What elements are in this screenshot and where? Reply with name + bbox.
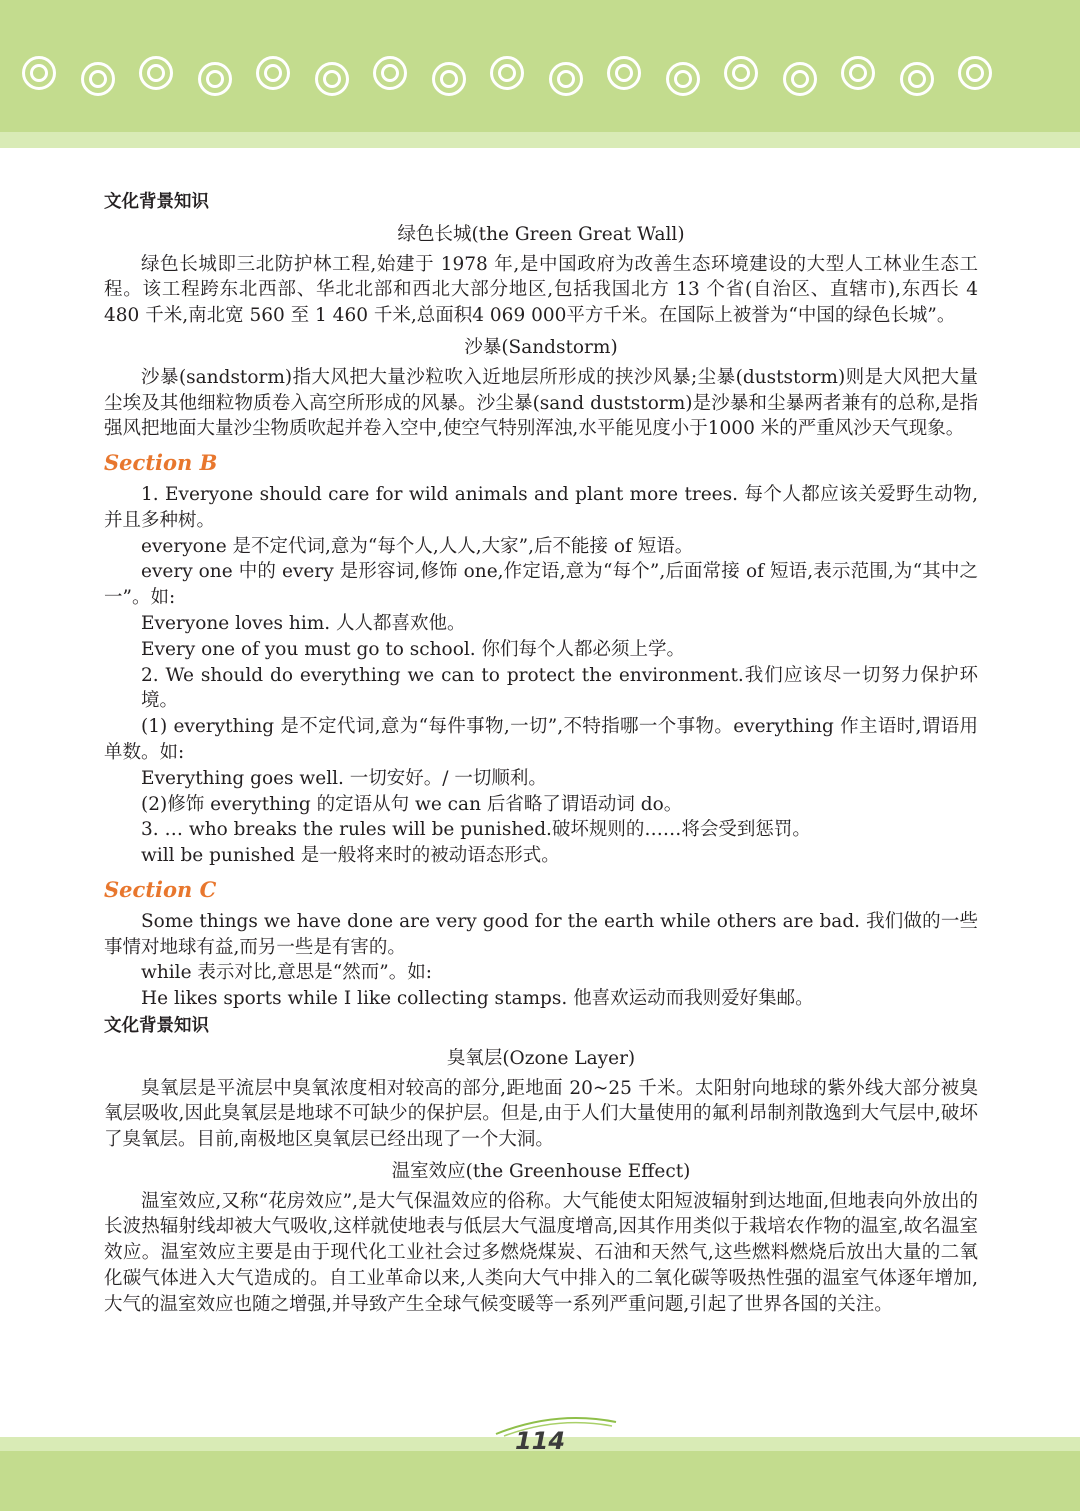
header-ring-icon <box>607 56 641 90</box>
section-b-point-2-sub-2: (2)修饰 everything 的定语从句 we can 后省略了谓语动词 do。 <box>141 793 683 815</box>
ozone-layer-title: 臭氧层(Ozone Layer) <box>446 1047 636 1069</box>
ozone-layer-body: 臭氧层是平流层中臭氧浓度相对较高的部分,距地面 20~25 千米。太阳射向地球的紫外线大部分被臭氧层吸收,因此臭氧层是地球不可缺少的保护层。但是,由于人们大量使用的氟利昂制剂散逸到大气层中,破坏了臭氧层。目前,南极地区臭氧层已经出现了一个大洞。 <box>104 1077 978 1151</box>
section-b-point-2-sub-1: (1) everything 是不定代词,意为“每件事物,一切”,不特指哪一个事物。everything 作主语时,谓语用单数。如: <box>104 716 978 763</box>
header-ring-icon <box>198 62 232 96</box>
page-number: 114 <box>514 1427 566 1455</box>
section-b-example-2: Every one of you must go to school. 你们每个人都必须上学。 <box>141 638 686 660</box>
header-ring-icon <box>666 62 700 96</box>
header-ring-icon <box>256 56 290 90</box>
header-ring-icon <box>958 56 992 90</box>
header-ring-icon <box>139 56 173 90</box>
section-c-note: while 表示对比,意思是“然而”。如: <box>141 962 432 984</box>
header-ring-icon <box>549 62 583 96</box>
header-ring-icon <box>81 62 115 96</box>
green-great-wall-title: 绿色长城(the Green Great Wall) <box>397 223 685 245</box>
header-ring-icon <box>432 62 466 96</box>
header-ring-icon <box>900 62 934 96</box>
header-ring-icon <box>841 56 875 90</box>
header-ring-icon <box>22 56 56 90</box>
header-ring-icon <box>724 56 758 90</box>
culture-heading-1: 文化背景知识 <box>104 192 209 212</box>
header-band <box>0 0 1080 148</box>
section-b-point-1: 1. Everyone should care for wild animals and plant more trees. 每个人都应该关爱野生动物,并且多种树。 <box>104 483 978 531</box>
section-c-title: Section C <box>104 876 217 902</box>
sandstorm-title: 沙暴(Sandstorm) <box>464 336 618 358</box>
green-great-wall-body: 绿色长城即三北防护林工程,始建于 1978 年,是中国政府为改善生态环境建设的大型人工林业生态工程。该工程跨东北西部、华北北部和西北大部分地区,包括我国北方 13 个省(自治区、直辖市),东西长 4 480 千米,南北宽 560 至 1 460 千米,总面积4 069 000平方千米。在国际上被誉为“中国的绿色长城”。 <box>104 253 978 327</box>
sandstorm-body: 沙暴(sandstorm)指大风把大量沙粒吹入近地层所形成的挟沙风暴;尘暴(duststorm)则是大风把大量尘埃及其他细粒物质卷入高空所形成的风暴。沙尘暴(sand duststorm)是沙暴和尘暴两者兼有的总称,是指强风把地面大量沙尘物质吹起并卷入空中,使空气特别浑浊,水平能见度小于1000 米的严重风沙天气现象。 <box>104 366 978 440</box>
culture-heading-2: 文化背景知识 <box>104 1015 209 1036</box>
header-stripe <box>0 132 1080 148</box>
section-c-example: He likes sports while I like collecting stamps. 他喜欢运动而我则爱好集邮。 <box>141 988 814 1010</box>
section-b-point-2: 2. We should do everything we can to protect the environment.我们应该尽一切努力保护环境。 <box>141 664 978 712</box>
header-ring-icon <box>373 56 407 90</box>
section-b-example-1: Everyone loves him. 人人都喜欢他。 <box>141 612 466 634</box>
greenhouse-effect-title: 温室效应(the Greenhouse Effect) <box>391 1160 691 1182</box>
section-b-point-3-note: will be punished 是一般将来时的被动语态形式。 <box>141 845 560 867</box>
page-content <box>104 188 978 1318</box>
greenhouse-effect-body: 温室效应,又称“花房效应”,是大气保温效应的俗称。大气能使太阳短波辐射到达地面,但地表向外放出的长波热辐射线却被大气吸收,这样就使地表与低层大气温度增高,因其作用类似于栽培农作物的温室,故名温室效应。温室效应主要是由于现代化工业社会过多燃烧煤炭、石油和天然气,这些燃料燃烧后放出大量的二氧化碳气体进入大气造成的。自工业革命以来,人类向大气中排入的二氧化碳等吸热性强的温室气体逐年增加,大气的温室效应也随之增强,并导致产生全球气候变暖等一系列严重问题,引起了世界各国的关注。 <box>104 1190 978 1315</box>
header-ring-icon <box>315 62 349 96</box>
section-b-point-1-note-a: everyone 是不定代词,意为“每个人,人人,大家”,后不能接 of 短语。 <box>141 535 694 557</box>
header-ring-icon <box>490 56 524 90</box>
header-ring-icon <box>783 62 817 96</box>
section-b-title: Section B <box>104 450 218 476</box>
section-b-point-3: 3. … who breaks the rules will be punished.破坏规则的……将会受到惩罚。 <box>141 819 811 841</box>
section-c-point: Some things we have done are very good for the earth while others are bad. 我们做的一些事情对地球有益,而另一些是有害的。 <box>104 910 978 958</box>
section-b-example-3: Everything goes well. 一切安好。/ 一切顺利。 <box>141 767 547 789</box>
section-b-point-1-note-b: every one 中的 every 是形容词,修饰 one,作定语,意为“每个”,后面常接 of 短语,表示范围,为“其中之一”。如: <box>104 561 978 609</box>
